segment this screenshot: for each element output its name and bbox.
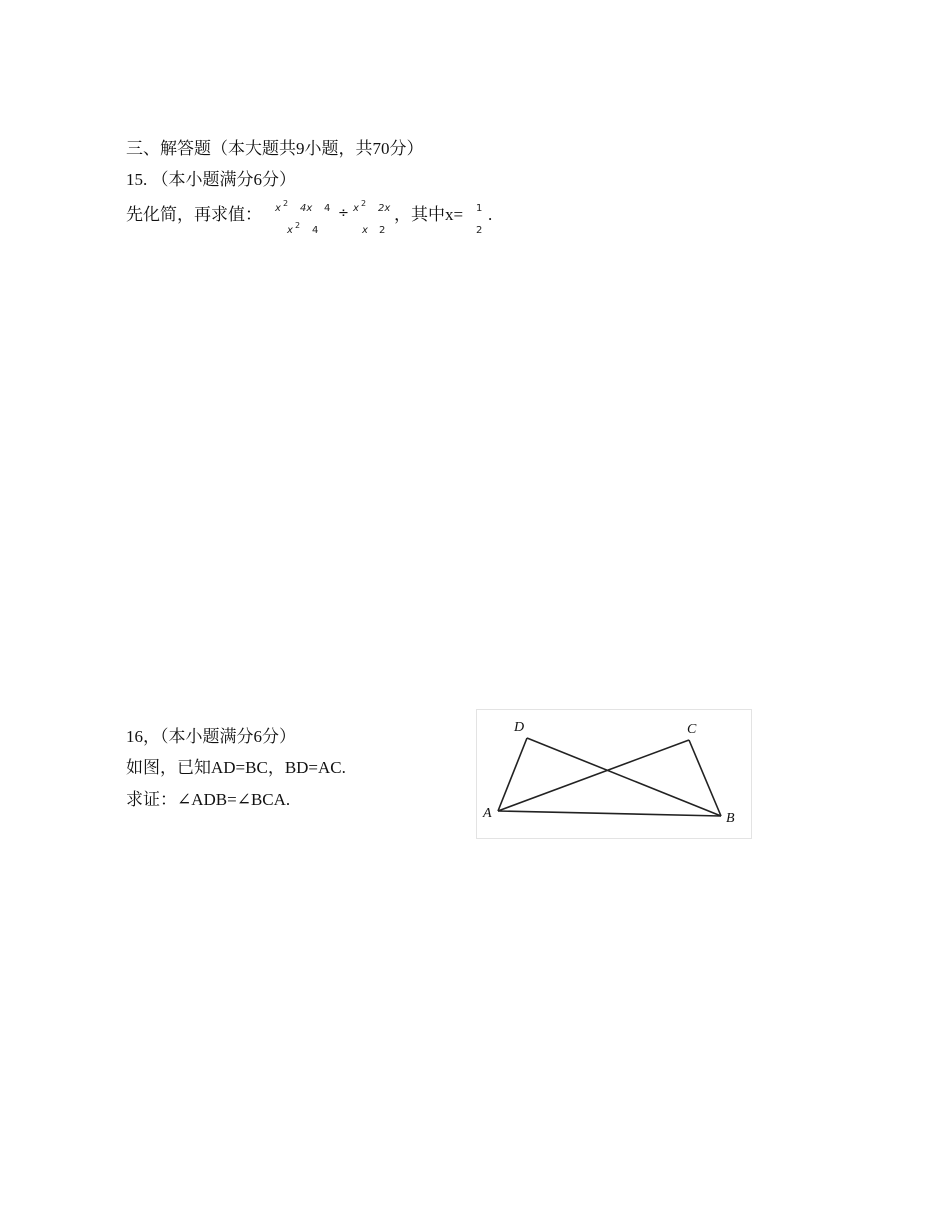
triangle-figure [476, 709, 752, 839]
frac2-den-x: x [362, 225, 368, 236]
frac2-num-exp: 2 [361, 199, 367, 208]
q16-header: 16，（本小题满分6分） [126, 727, 296, 746]
xval-den: 2 [476, 225, 483, 236]
frac2-num-term2: 2x [378, 203, 391, 214]
frac1-num-x: x [275, 203, 281, 214]
q16-prove: 求证：∠ADB=∠BCA. [126, 790, 291, 809]
q15-header: 15. （本小题满分6分） [126, 170, 296, 189]
segment-ab [498, 811, 721, 816]
segment-da [498, 738, 527, 811]
frac1-num-term3: 4 [324, 203, 331, 214]
q15-where-text: ，其中x= [394, 205, 464, 224]
xval-num: 1 [476, 203, 483, 214]
q15-prompt: 先化简，再求值： [126, 205, 262, 224]
q16-given: 如图，已知AD=BC，BD=AC. [126, 758, 346, 777]
segment-db [527, 738, 721, 816]
label-b: B [726, 811, 735, 826]
segment-ac [498, 740, 689, 811]
q15-period: . [488, 205, 493, 224]
frac2-den-term2: 2 [379, 225, 386, 236]
frac1-num-term2: 4x [300, 203, 313, 214]
frac1-den-term2: 4 [312, 225, 319, 236]
label-a: A [483, 806, 492, 821]
frac1-den-exp: 2 [295, 221, 301, 230]
label-d: D [514, 720, 525, 735]
frac1-den-x: x [287, 225, 293, 236]
frac2-num-x: x [353, 203, 359, 214]
label-c: C [687, 722, 697, 737]
section-title: 三、解答题（本大题共9小题，共70分） [126, 139, 424, 158]
frac1-num-exp: 2 [283, 199, 289, 208]
division-sign: ÷ [338, 206, 349, 221]
